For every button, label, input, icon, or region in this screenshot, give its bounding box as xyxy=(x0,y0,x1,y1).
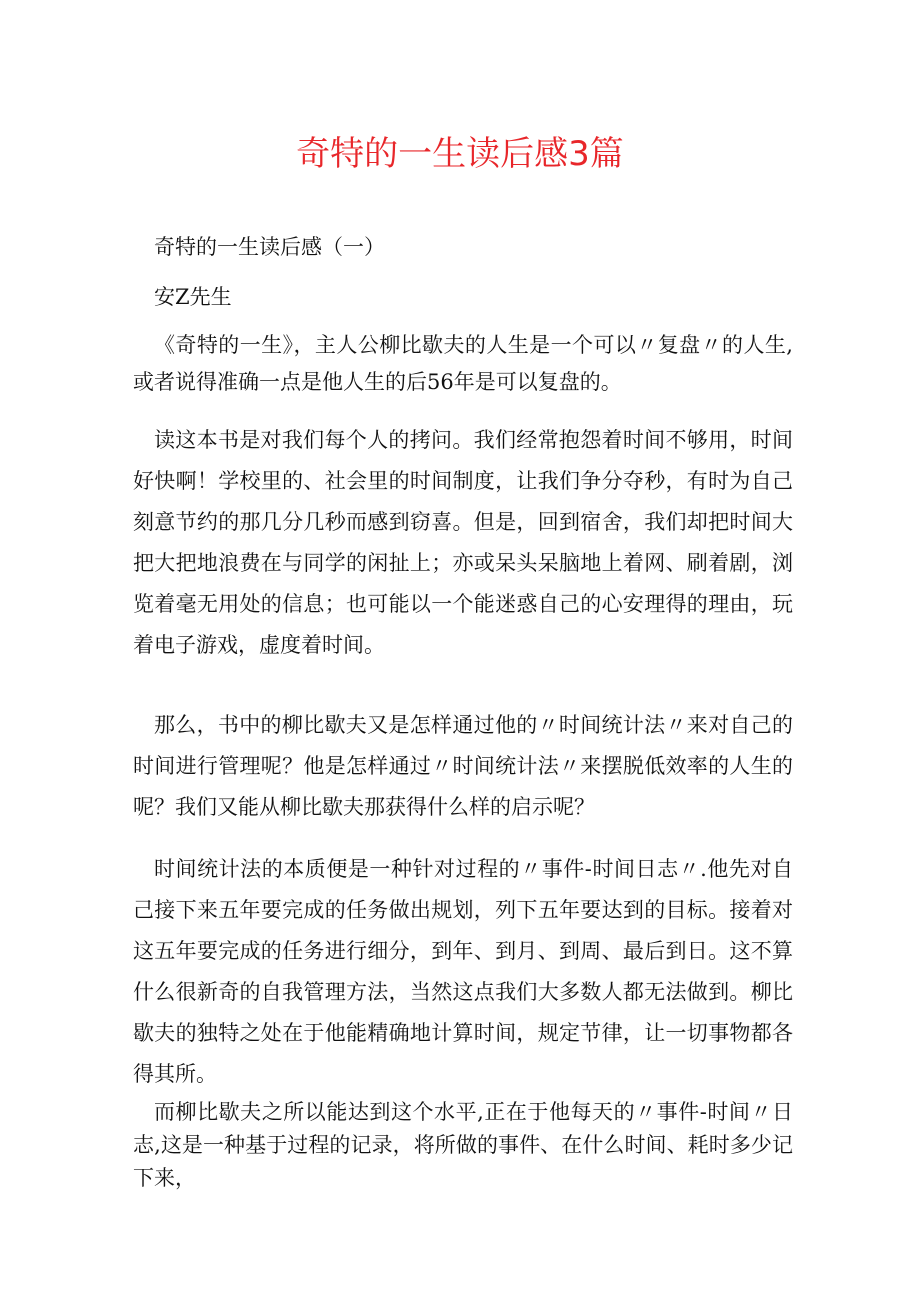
document-title: 奇特的一生读后感3篇 xyxy=(296,134,624,174)
section-heading: 奇特的一生读后感（一） xyxy=(154,235,385,259)
paragraph-5: 而柳比歇夫之所以能达到这个水平,正在于他每天的〃事件-时间〃日志,这是一种基于过程的记录，将所做的事件、在什么时间、耗时多少记下来， xyxy=(133,1100,793,1190)
paragraph-2: 读这本书是对我们每个人的拷问。我们经常抱怨着时间不够用，时间好快啊！学校里的、社会里的时间制度，让我们争分夺秒，有时为自己刻意节约的那几分几秒而感到窃喜。但是，回到宿舍，我们却把时间大把大把地浪费在与同学的闲扯上；亦或呆头呆脑地上着网、刷着剧，浏览着毫无用处的信息；也可能以一个能迷惑自己的心安理得的理由，玩着电子游戏，虚度着时间。 xyxy=(133,428,793,657)
author-line: 安Z先生 xyxy=(154,285,232,309)
paragraph-3: 那么，书中的柳比歇夫又是怎样通过他的〃时间统计法〃来对自己的时间进行管理呢？他是怎样通过〃时间统计法〃来摆脱低效率的人生的呢？我们又能从柳比歇夫那获得什么样的启示呢？ xyxy=(133,713,793,819)
paragraph-1: 《奇特的一生》，主人公柳比歇夫的人生是一个可以〃复盘〃的人生,或者说得准确一点是他人生的后56年是可以复盘的。 xyxy=(133,333,793,394)
paragraph-4: 时间统计法的本质便是一种针对过程的〃事件-时间日志〃.他先对自己接下来五年要完成的任务做出规划，列下五年要达到的目标。接着对这五年要完成的任务进行细分，到年、到月、到周、最后到日。这不算什么很新奇的自我管理方法，当然这点我们大多数人都无法做到。柳比歇夫的独特之处在于他能精确地计算时间，规定节律，让一切事物都各得其所。 xyxy=(133,857,793,1086)
